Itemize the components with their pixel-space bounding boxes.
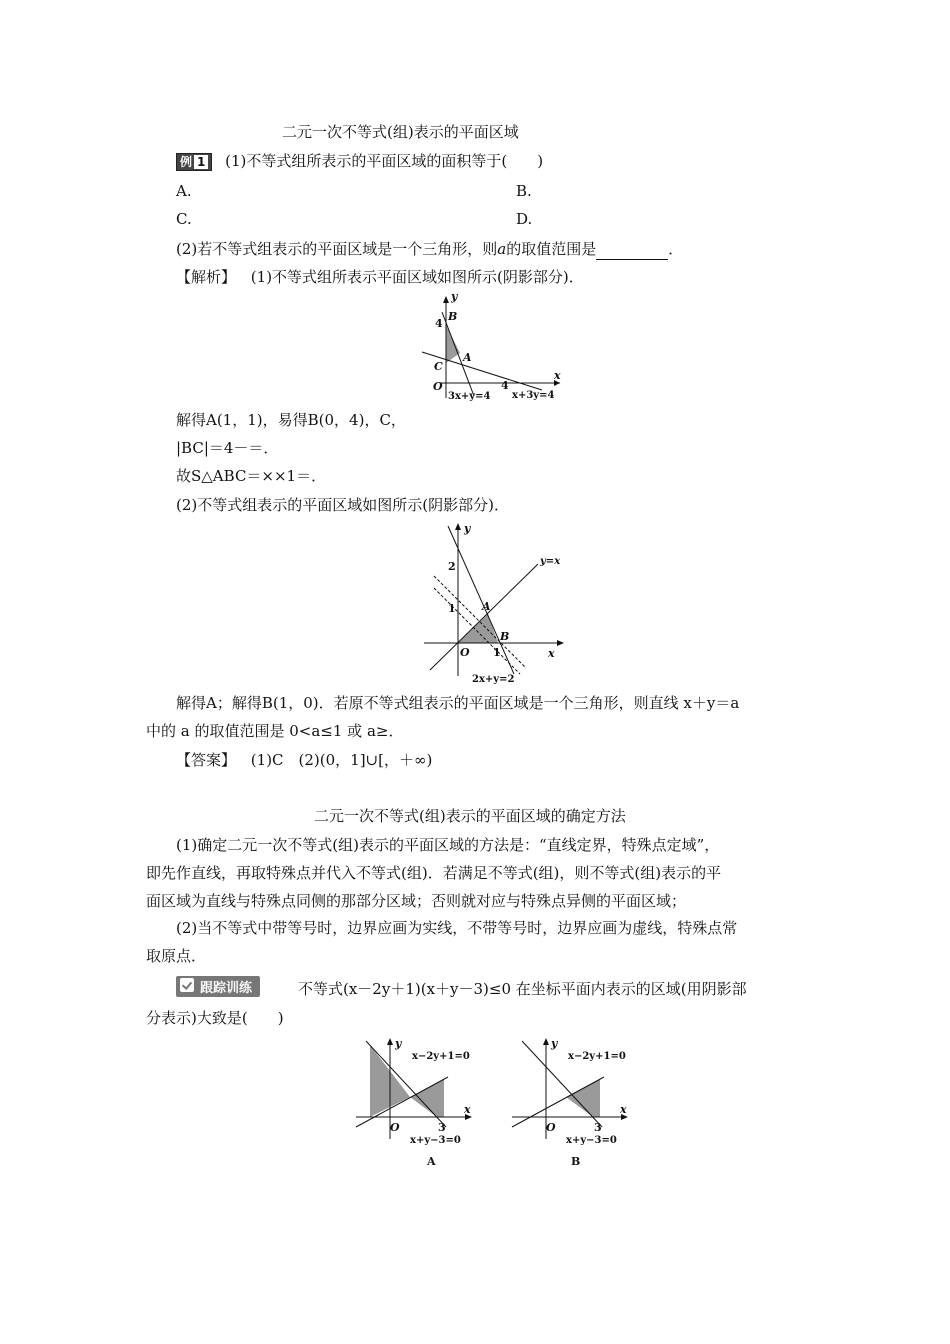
solution-part-1: 【解析】 (1)不等式组所表示平面区域如图所示(阴影部分)． xyxy=(176,268,584,286)
method-p1-line-3: 面区域为直线与特殊点同侧的那部分区域；否则就对应与特殊点异侧的平面区域； xyxy=(146,892,687,910)
method-p2-line-1: (2)当不等式中带等号时，边界应画为实线，不带等号时，边界应画为虚线，特殊点常 xyxy=(176,919,738,937)
option-b: B. xyxy=(516,182,532,200)
fig2-point-a: A xyxy=(482,600,491,613)
method-p2-line-2: 取原点． xyxy=(146,947,207,965)
figB-y-label: y xyxy=(551,1037,558,1050)
fig2-x-label: x xyxy=(548,647,555,660)
checklist-icon xyxy=(180,978,194,992)
practice-question-line-1: 不等式(x－2y＋1)(x＋y－3)≤0 在坐标平面内表示的区域(用阴影部 xyxy=(298,980,747,998)
fig2-line-y-eq-x: y=x xyxy=(540,556,561,567)
figure-option-a xyxy=(352,1035,482,1175)
method-p1-line-1: (1)确定二元一次不等式(组)表示的平面区域的方法是：“直线定界，特殊点定域”， xyxy=(176,836,720,854)
figB-line-label-1: x−2y+1=0 xyxy=(568,1051,626,1062)
answer-text: (1)C (2)(0，1]∪[，＋∞) xyxy=(250,751,433,769)
option-d: D. xyxy=(516,210,533,228)
question-1-text: (1)不等式组所表示的平面区域的面积等于( ) xyxy=(225,152,544,170)
fig1-y-label: y xyxy=(451,290,458,303)
example-1-question-1 xyxy=(176,150,543,172)
fig2-origin: O xyxy=(460,646,470,659)
fig1-line-label-2: x+3y=4 xyxy=(512,390,555,401)
fig1-tick-y4: 4 xyxy=(435,317,443,330)
fig1-tick-x4: 4 xyxy=(501,379,509,392)
figA-origin: O xyxy=(390,1121,400,1134)
solution-label: 【解析】 xyxy=(176,268,237,286)
figB-caption: B xyxy=(571,1155,581,1168)
fig2-line-label: 2x+y=2 xyxy=(472,674,515,684)
answer-line xyxy=(176,749,432,771)
figA-y-label: y xyxy=(395,1037,402,1050)
question-2: (2)若不等式组表示的平面区域是一个三角形，则a的取值范围是 ． xyxy=(176,240,684,258)
figA-x-label: x xyxy=(464,1103,471,1116)
solution-line-bc: |BC|＝4－＝． xyxy=(176,439,279,457)
solution-part-2: (2)不等式组表示的平面区域如图所示(阴影部分)． xyxy=(176,496,509,514)
solution-line-s: 故S△ABC＝××1＝． xyxy=(176,467,327,485)
answer-blank xyxy=(596,245,668,260)
fig2-tick-y2: 2 xyxy=(448,560,456,573)
fig2-tick-x1: 1 xyxy=(493,646,501,659)
figA-line-label-1: x−2y+1=0 xyxy=(412,1051,470,1062)
method-p1-line-2: 即先作直线，再取特殊点并代入不等式(组)．若满足不等式(组)，则不等式(组)表示的平 xyxy=(146,864,722,882)
fig2-y-label: y xyxy=(464,522,471,535)
section-title-2: 二元一次不等式(组)表示的平面区域的确定方法 xyxy=(314,807,626,825)
solution-line-b2: 中的 a 的取值范围是 0<a≤1 或 a≥． xyxy=(146,722,404,740)
figA-line-label-2: x+y−3=0 xyxy=(410,1135,461,1146)
figure-1 xyxy=(418,290,568,402)
practice-question-line-2: 分表示)大致是( ) xyxy=(146,1009,284,1027)
answer-label: 【答案】 xyxy=(176,751,237,769)
example-badge: 例 1 xyxy=(176,153,212,171)
figB-origin: O xyxy=(546,1121,556,1134)
fig1-x-label: x xyxy=(554,369,561,382)
fig1-point-a: A xyxy=(463,351,472,364)
figA-caption: A xyxy=(427,1155,436,1168)
fig1-line-label-1: 3x+y=4 xyxy=(448,391,491,402)
section-title-1: 二元一次不等式(组)表示的平面区域 xyxy=(282,123,519,141)
solution-line-b1: 解得A；解得B(1，0)．若原不等式组表示的平面区域是一个三角形，则直线 x＋y＝a xyxy=(176,694,740,712)
figA-tick-3: 3 xyxy=(438,1121,446,1134)
figure-option-b xyxy=(508,1035,638,1175)
figB-line-label-2: x+y−3=0 xyxy=(566,1135,617,1146)
practice-badge: 跟踪训练 xyxy=(176,976,260,997)
fig2-point-b: B xyxy=(500,630,510,643)
fig1-origin: O xyxy=(433,380,443,393)
option-a: A. xyxy=(176,182,192,200)
figB-x-label: x xyxy=(620,1103,627,1116)
fig2-tick-y1: 1 xyxy=(448,602,456,615)
fig1-point-c: C xyxy=(434,360,443,373)
option-c: C. xyxy=(176,210,192,228)
figure-2 xyxy=(420,518,570,684)
fig1-point-b: B xyxy=(448,310,458,323)
solution-line-a: 解得A(1，1)，易得B(0，4)，C， xyxy=(176,411,406,429)
figB-tick-3: 3 xyxy=(594,1121,602,1134)
